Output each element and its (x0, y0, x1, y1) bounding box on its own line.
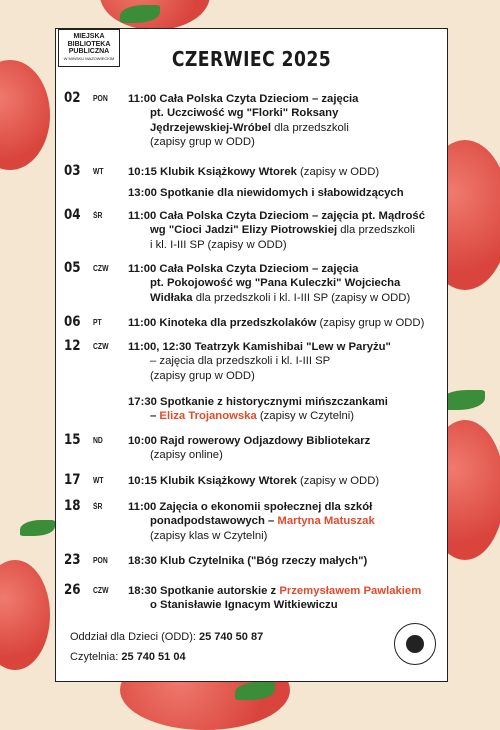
event-guest-name: Eliza Trojanowska (159, 410, 257, 423)
contact-odd (70, 631, 263, 643)
event-day: 06 (64, 314, 81, 330)
event-weekday: ŚR (93, 211, 103, 220)
event-line (128, 514, 440, 528)
event-guest-name: Martyna Matuszak (277, 515, 375, 528)
event-guest-name: Przemysławem Pawlakiem (279, 585, 422, 597)
logo-line: BIBLIOTEKA (67, 40, 111, 48)
event-text (128, 165, 440, 179)
event-text-segment: Jędrzejewskiej-Wróbel (150, 121, 271, 134)
event-text (128, 262, 440, 305)
event-weekday: WT (93, 476, 104, 485)
event-weekday: CZW (93, 586, 109, 595)
event-text-segment: dla przedszkoli (337, 224, 415, 237)
event-text (128, 500, 440, 543)
event-line (128, 209, 440, 223)
event-text-segment: pt. Pokojowość wg "Pana Kuleczki" Wojciecha (150, 277, 401, 290)
event-line (128, 135, 440, 149)
event-weekday: ŚR (93, 502, 103, 511)
event-line (128, 409, 440, 423)
event-weekday: PON (93, 556, 108, 565)
event-text (128, 474, 440, 488)
event-text (128, 434, 440, 463)
event-text (128, 554, 440, 568)
event-text-segment: Widłaka (150, 291, 193, 304)
event-weekday: CZW (93, 264, 109, 273)
event-text-segment: – zajęcia dla przedszkoli i kl. I-III SP (150, 355, 331, 368)
event-text (128, 395, 440, 424)
event-line (128, 354, 440, 368)
event-day: 12 (64, 338, 81, 354)
event-line (128, 474, 440, 488)
event-weekday: ND (93, 436, 103, 445)
event-text-segment: (zapisy grup w ODD) (316, 317, 425, 329)
schedule-card (55, 28, 448, 682)
contact-label: Czytelnia: (70, 651, 122, 663)
event-line (128, 554, 440, 568)
event-weekday: WT (93, 167, 104, 176)
event-text-segment: (zapisy w ODD) (296, 475, 380, 487)
page-title: CZERWIEC 2025 (171, 47, 332, 71)
logo-subtitle: W MIŃSKU MAZOWIECKIM (63, 55, 115, 61)
event-line (128, 121, 440, 135)
strawberry-decoration (0, 60, 50, 170)
event-text-segment: ponadpodstawowych – (150, 515, 278, 528)
event-weekday: PON (93, 94, 108, 103)
event-text-segment: (zapisy grup w ODD) (150, 369, 255, 382)
event-day: 02 (64, 90, 81, 106)
event-text-segment: – (150, 410, 160, 423)
event-text-segment: 18:30 Spotkanie autorskie z (128, 585, 280, 597)
event-text-segment: 11:00 Cała Polska Czyta Dzieciom – zajęcia (128, 93, 359, 105)
event-line (128, 238, 440, 252)
event-line (128, 434, 440, 448)
event-text-segment: dla przedszkoli (270, 121, 349, 134)
contact-phone: 25 740 50 87 (198, 631, 264, 643)
event-text-segment: pt. Uczciwość wg "Florki" Roksany (150, 107, 339, 120)
logo-line: MIEJSKA (73, 33, 105, 40)
event-text-segment: 11:00 Zajęcia o ekonomii społecznej dla szkół (128, 501, 373, 513)
event-text (128, 340, 440, 383)
event-text-segment: (zapisy klas w Czytelni) (150, 529, 268, 542)
event-line (128, 165, 440, 179)
event-line (128, 291, 440, 305)
event-line (128, 106, 440, 120)
event-line (128, 223, 440, 237)
contact-phone: 25 740 51 04 (121, 651, 186, 663)
event-text-segment: 18:30 Klub Czytelnika ("Bóg rzeczy małych") (128, 555, 368, 567)
event-text-segment: 13:00 Spotkanie dla niewidomych i słabowidzących (128, 187, 404, 199)
event-text (128, 92, 440, 149)
event-line (128, 92, 440, 106)
event-text-segment: wg "Cioci Jadzi" Elizy Piotrowskiej (150, 224, 338, 237)
event-line (128, 500, 440, 514)
event-text (128, 316, 440, 330)
event-line (128, 316, 440, 330)
event-line (128, 340, 440, 354)
event-text-segment: 10:00 Rajd rowerowy Odjazdowy Bibliotekarz (128, 435, 371, 447)
event-text-segment: (zapisy w Czytelni) (256, 410, 355, 423)
event-line (128, 584, 440, 598)
event-text-segment: 10:15 Klubik Książkowy Wtorek (128, 166, 297, 178)
event-text-segment: (zapisy w ODD) (296, 166, 380, 178)
event-weekday: PT (93, 318, 102, 327)
event-line (128, 369, 440, 383)
event-day: 04 (64, 207, 81, 223)
event-line (128, 395, 440, 409)
event-text-segment: 17:30 Spotkanie z historycznymi mińszczankami (128, 396, 388, 408)
event-text (128, 584, 440, 613)
event-text-segment: 11:00 Cała Polska Czyta Dzieciom – zajęcia (128, 263, 359, 275)
event-line (128, 262, 440, 276)
event-day: 18 (64, 498, 81, 514)
event-text-segment: (zapisy online) (150, 449, 223, 462)
event-text-segment: 11:00 Kinoteka dla przedszkolaków (128, 317, 317, 329)
contact-label: Oddział dla Dzieci (ODD): (70, 631, 199, 643)
event-text (128, 186, 440, 200)
event-text-segment: 11:00, 12:30 Teatrzyk Kamishibai "Lew w Paryżu" (128, 341, 391, 353)
logo-line: PUBLICZNA (68, 48, 110, 55)
leaf-decoration (20, 520, 55, 536)
event-text-segment: dla przedszkoli i kl. I-III SP (zapisy w ODD) (192, 291, 411, 304)
event-line (128, 448, 440, 462)
strawberry-decoration (0, 560, 50, 670)
event-line (128, 276, 440, 290)
event-text-segment: 11:00 Cała Polska Czyta Dzieciom – zajęcia pt. Mądrość (128, 210, 425, 222)
event-text-segment: 10:15 Klubik Książkowy Wtorek (128, 475, 297, 487)
event-day: 26 (64, 582, 81, 598)
contact-czytelnia (70, 651, 186, 663)
event-day: 15 (64, 432, 81, 448)
panda-icon (406, 635, 424, 653)
event-day: 23 (64, 552, 81, 568)
event-text-segment: i kl. I-III SP (zapisy w ODD) (150, 238, 287, 251)
event-text (128, 209, 440, 252)
event-weekday: CZW (93, 342, 109, 351)
event-day: 05 (64, 260, 81, 276)
event-day: 17 (64, 472, 81, 488)
event-line (128, 529, 440, 543)
event-line (128, 598, 440, 612)
event-text-segment: (zapisy grup w ODD) (150, 135, 255, 148)
event-text-segment: o Stanisławie Ignacym Witkiewiczu (150, 599, 338, 612)
library-stamp-logo (394, 623, 436, 665)
event-day: 03 (64, 163, 81, 179)
event-line (128, 186, 440, 200)
